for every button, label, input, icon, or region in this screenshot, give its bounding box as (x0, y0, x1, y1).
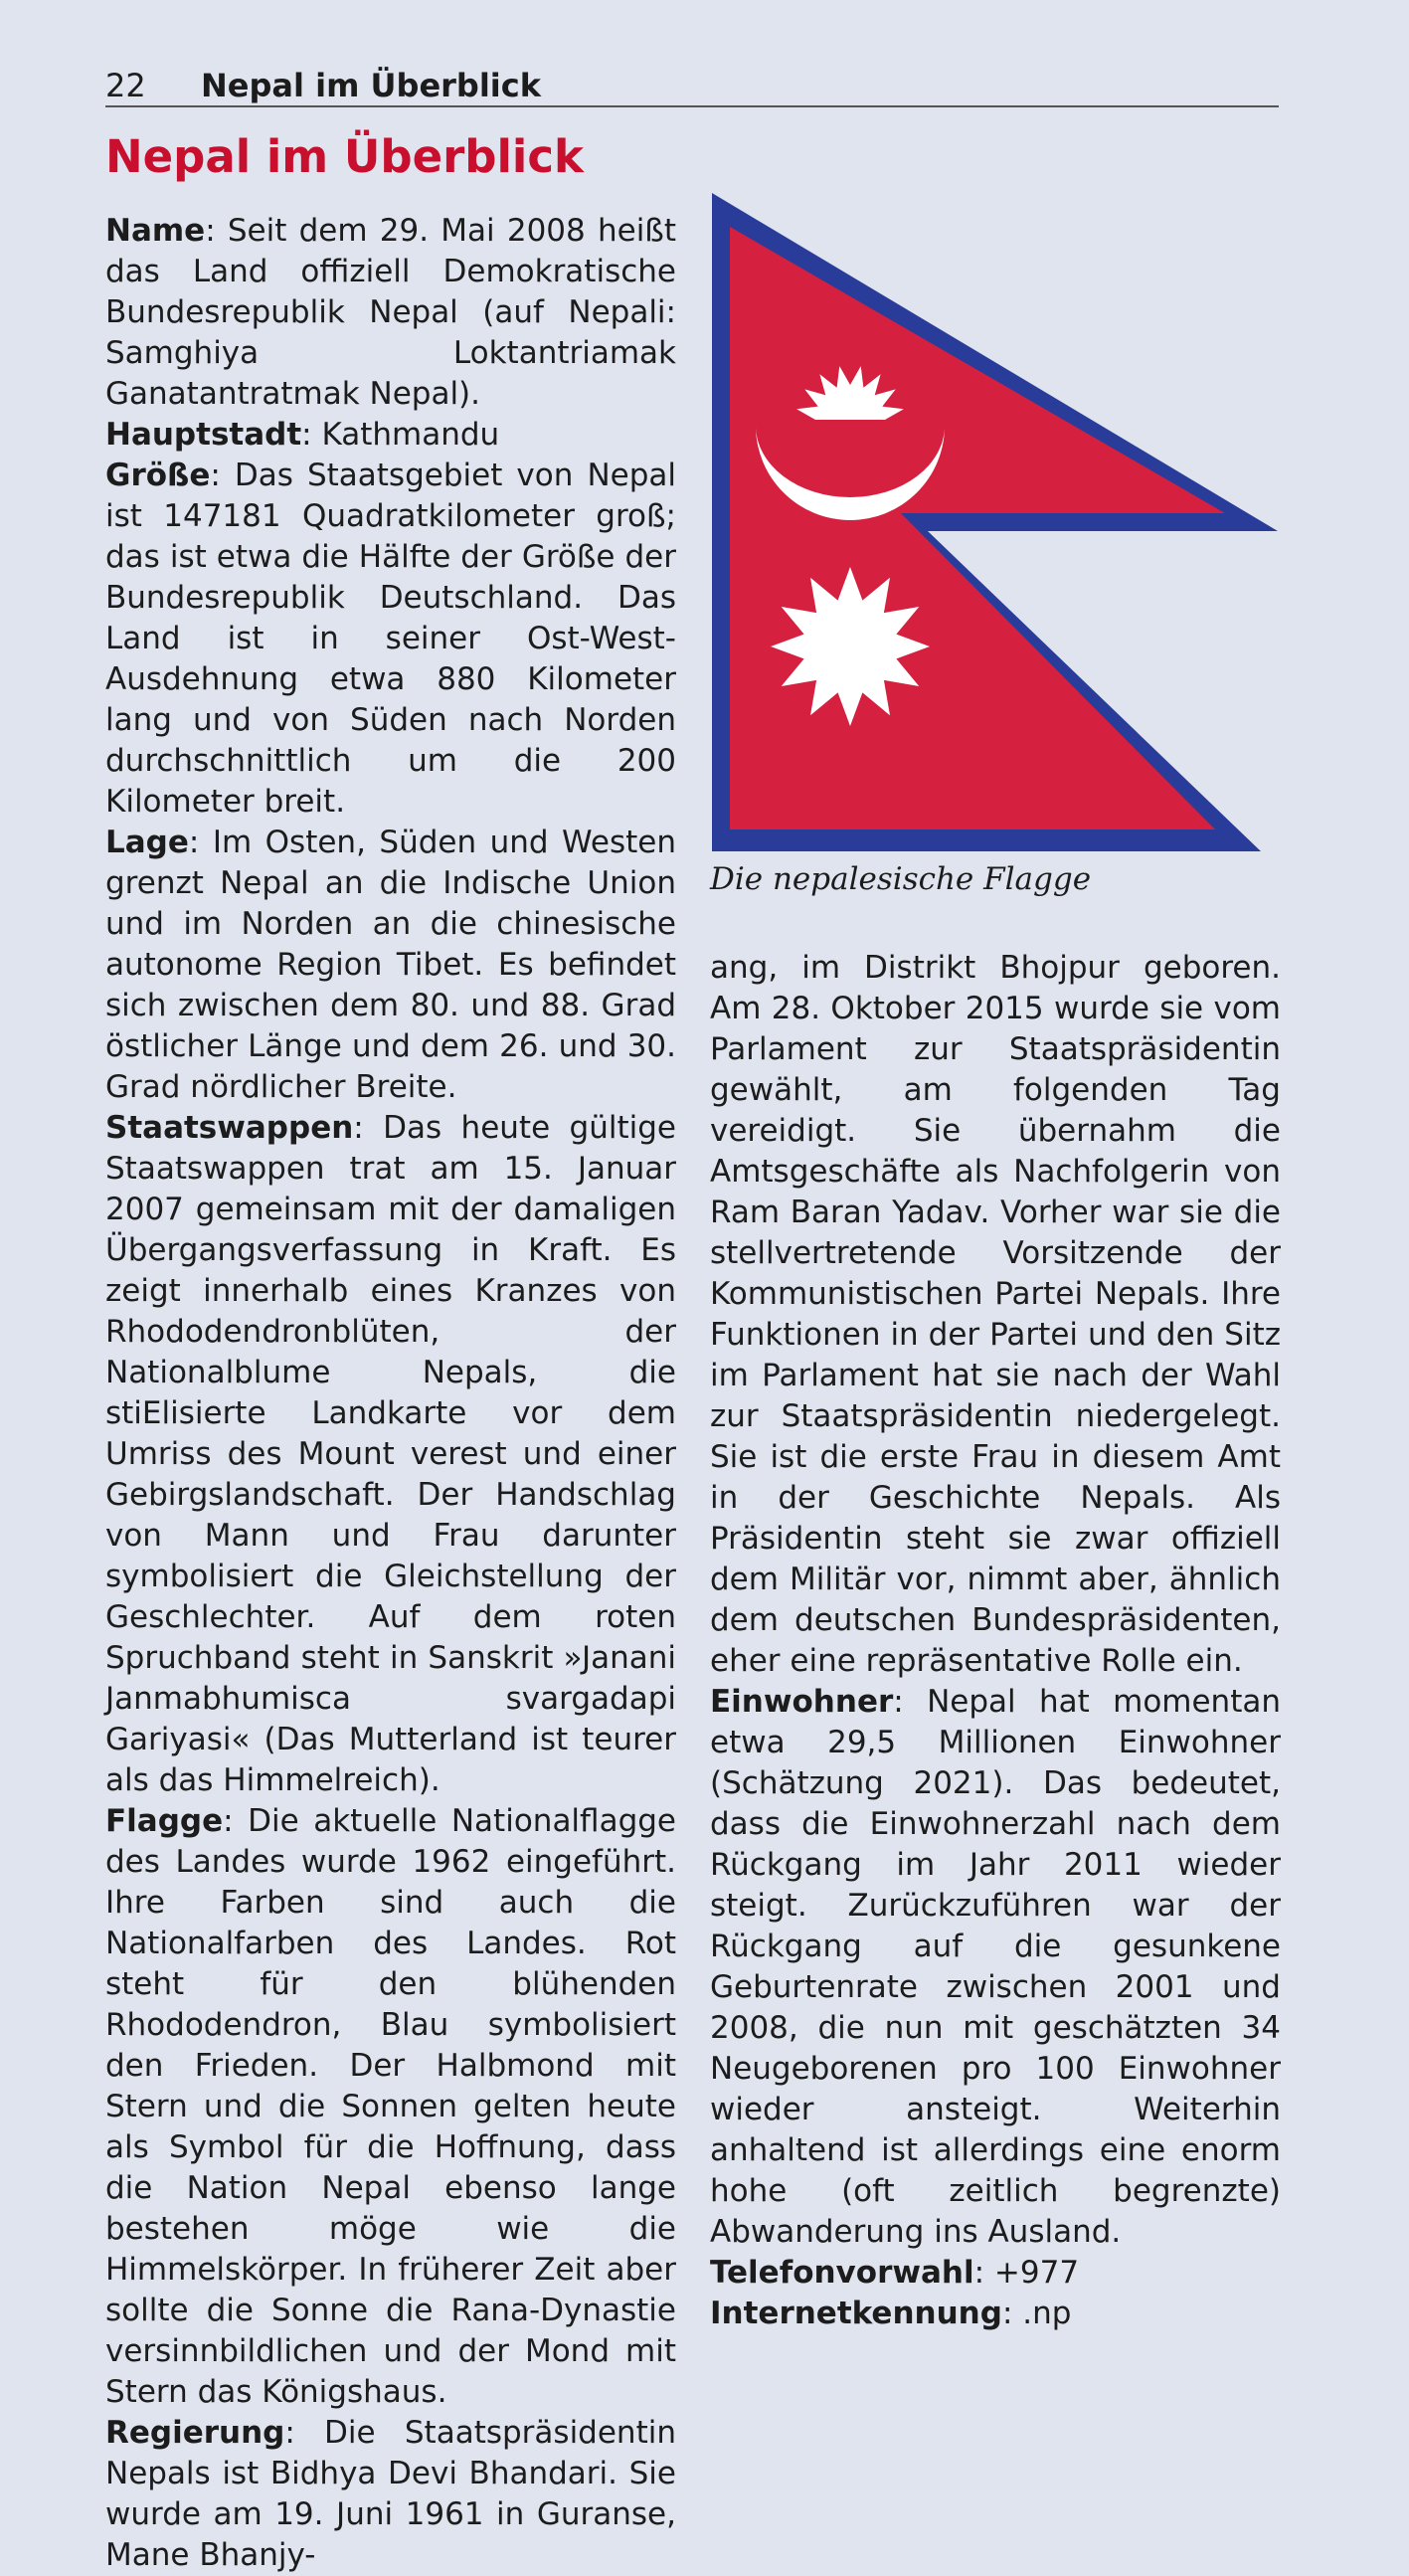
entry-label: Name (105, 213, 206, 249)
entry-label: Größe (105, 458, 211, 493)
entry-text: : .np (1001, 2296, 1072, 2331)
entry-text: : Im Osten, Süden und Westen grenzt Nepal an die Indische Union und im Norden an die chinesische autonome Region Tibet. Es befindet sich zwischen dem 80. und 88. Grad östlicher Länge und dem 26. und 30. Grad nördlicher Breite. (105, 825, 676, 1105)
entry-name (105, 211, 676, 415)
entry-label: Regierung (105, 2415, 285, 2451)
entry-text: : Die Staatspräsidentin Nepals ist Bidhya Devi Bhandari. Sie wurde am 19. Juni 1961 in Guranse, Mane Bhanjy- (105, 2415, 676, 2573)
entry-text: : Die aktuelle Nationalflagge des Landes wurde 1962 eingeführt. Ihre Farben sind auch die Nationalfarben des Landes. Rot steht für den blühenden Rhododendron, Blau symbolisiert den Frieden. Der Halbmond mit Stern und die Sonnen gelten heute als Symbol für die Hoffnung, dass die Nation Nepal ebenso lange bestehen möge wie die Himmelskörper. In früherer Zeit aber sollte die Sonne die Rana-Dynastie versinnbildlichen und der Mond mit Stern das Königshaus. (105, 1803, 676, 2410)
entry-label: Internetkennung (710, 2296, 1002, 2331)
entry-internet (710, 2294, 1281, 2334)
entry-text: : Das heute gültige Staatswappen trat am 15. Januar 2007 gemeinsam mit der damaligen Übergangsverfassung in Kraft. Es zeigt innerhalb eines Kranzes von Rhododendronblüten, der Nationalblume Nepals, die stiElisierte Landkarte vor dem Umriss des Mount verest und einer Gebirgslandschaft. Der Handschlag von Mann und Frau darunter symbolisiert die Gleichstellung der Geschlechter. Auf dem roten Spruchband steht in Sanskrit »Janani Janmabhumisca svargadapi Gariyasi« (Das Mutterland ist teurer als das Himmelreich). (105, 1110, 676, 1798)
entry-text: : Seit dem 29. Mai 2008 heißt das Land offiziell Demokratische Bundesrepublik Nepal (auf Nepali: Samghiya Loktantriamak Ganatantratmak Nepal). (105, 213, 676, 412)
entry-label: Staatswappen (105, 1110, 354, 1146)
entry-telefon (710, 2253, 1281, 2294)
entry-label: Telefonvorwahl (710, 2255, 974, 2291)
entry-einwohner (710, 1682, 1281, 2253)
entry-label: Hauptstadt (105, 417, 302, 453)
entry-regierung-continued: ang, im Distrikt Bhojpur geboren. Am 28. Oktober 2015 wurde sie vom Parlament zur Staatspräsidentin gewählt, am folgenden Tag vereidigt. Sie übernahm die Amtsgeschäfte als Nachfolgerin von Ram Baran Yadav. Vorher war sie die stellvertretende Vorsitzende der Kommunistischen Partei Nepals. Ihre Funktionen in der Partei und den Sitz im Parlament hat sie nach der Wahl zur Staatspräsidentin niedergelegt. Sie ist die erste Frau in diesem Amt in der Geschichte Nepals. Als Präsidentin steht sie zwar offiziell dem Militär vor, nimmt aber, ähnlich dem deutschen Bundespräsidenten, eher eine repräsentative Rolle ein. (710, 950, 1281, 1679)
left-column (105, 211, 676, 2576)
running-title: Nepal im Überblick (201, 67, 542, 104)
entry-label: Flagge (105, 1803, 224, 1839)
entry-text: : +977 (973, 2255, 1080, 2291)
entry-groesse (105, 456, 676, 823)
entry-flagge (105, 1801, 676, 2413)
nepal-flag (708, 189, 1290, 855)
entry-regierung (105, 2413, 676, 2576)
running-header (105, 66, 1279, 107)
entry-label: Lage (105, 825, 189, 860)
entry-lage (105, 823, 676, 1108)
entry-text: : Das Staatsgebiet von Nepal ist 147181 Quadratkilometer groß; das ist etwa die Hälfte der Größe der Bundesrepublik Deutschland. Das Land ist in seiner Ost-West-Ausdehnung etwa 880 Kilometer lang und von Süden nach Norden durchschnittlich um die 200 Kilometer breit. (105, 458, 676, 820)
entry-text: : Kathmandu (301, 417, 500, 453)
entry-label: Einwohner (710, 1684, 894, 1720)
right-column (710, 948, 1281, 2334)
entry-text: : Nepal hat momentan etwa 29,5 Millionen Einwohner (Schätzung 2021). Das bedeutet, dass die Einwohnerzahl nach dem Rückgang im Jahr 2011 wieder steigt. Zurückzuführen war der Rückgang auf die gesunkene Geburtenrate zwischen 2001 und 2008, die nun mit geschätzten 34 Neugeborenen pro 100 Einwohner wieder ansteigt. Weiterhin anhaltend ist allerdings eine enorm hohe (oft zeitlich begrenzte) Abwanderung ins Ausland. (710, 1684, 1281, 2250)
flag-caption: Die nepalesische Flagge (710, 861, 1092, 897)
entry-hauptstadt (105, 415, 676, 456)
page-number: 22 (105, 67, 146, 104)
page-title: Nepal im Überblick (105, 130, 584, 183)
entry-staatswappen (105, 1108, 676, 1801)
